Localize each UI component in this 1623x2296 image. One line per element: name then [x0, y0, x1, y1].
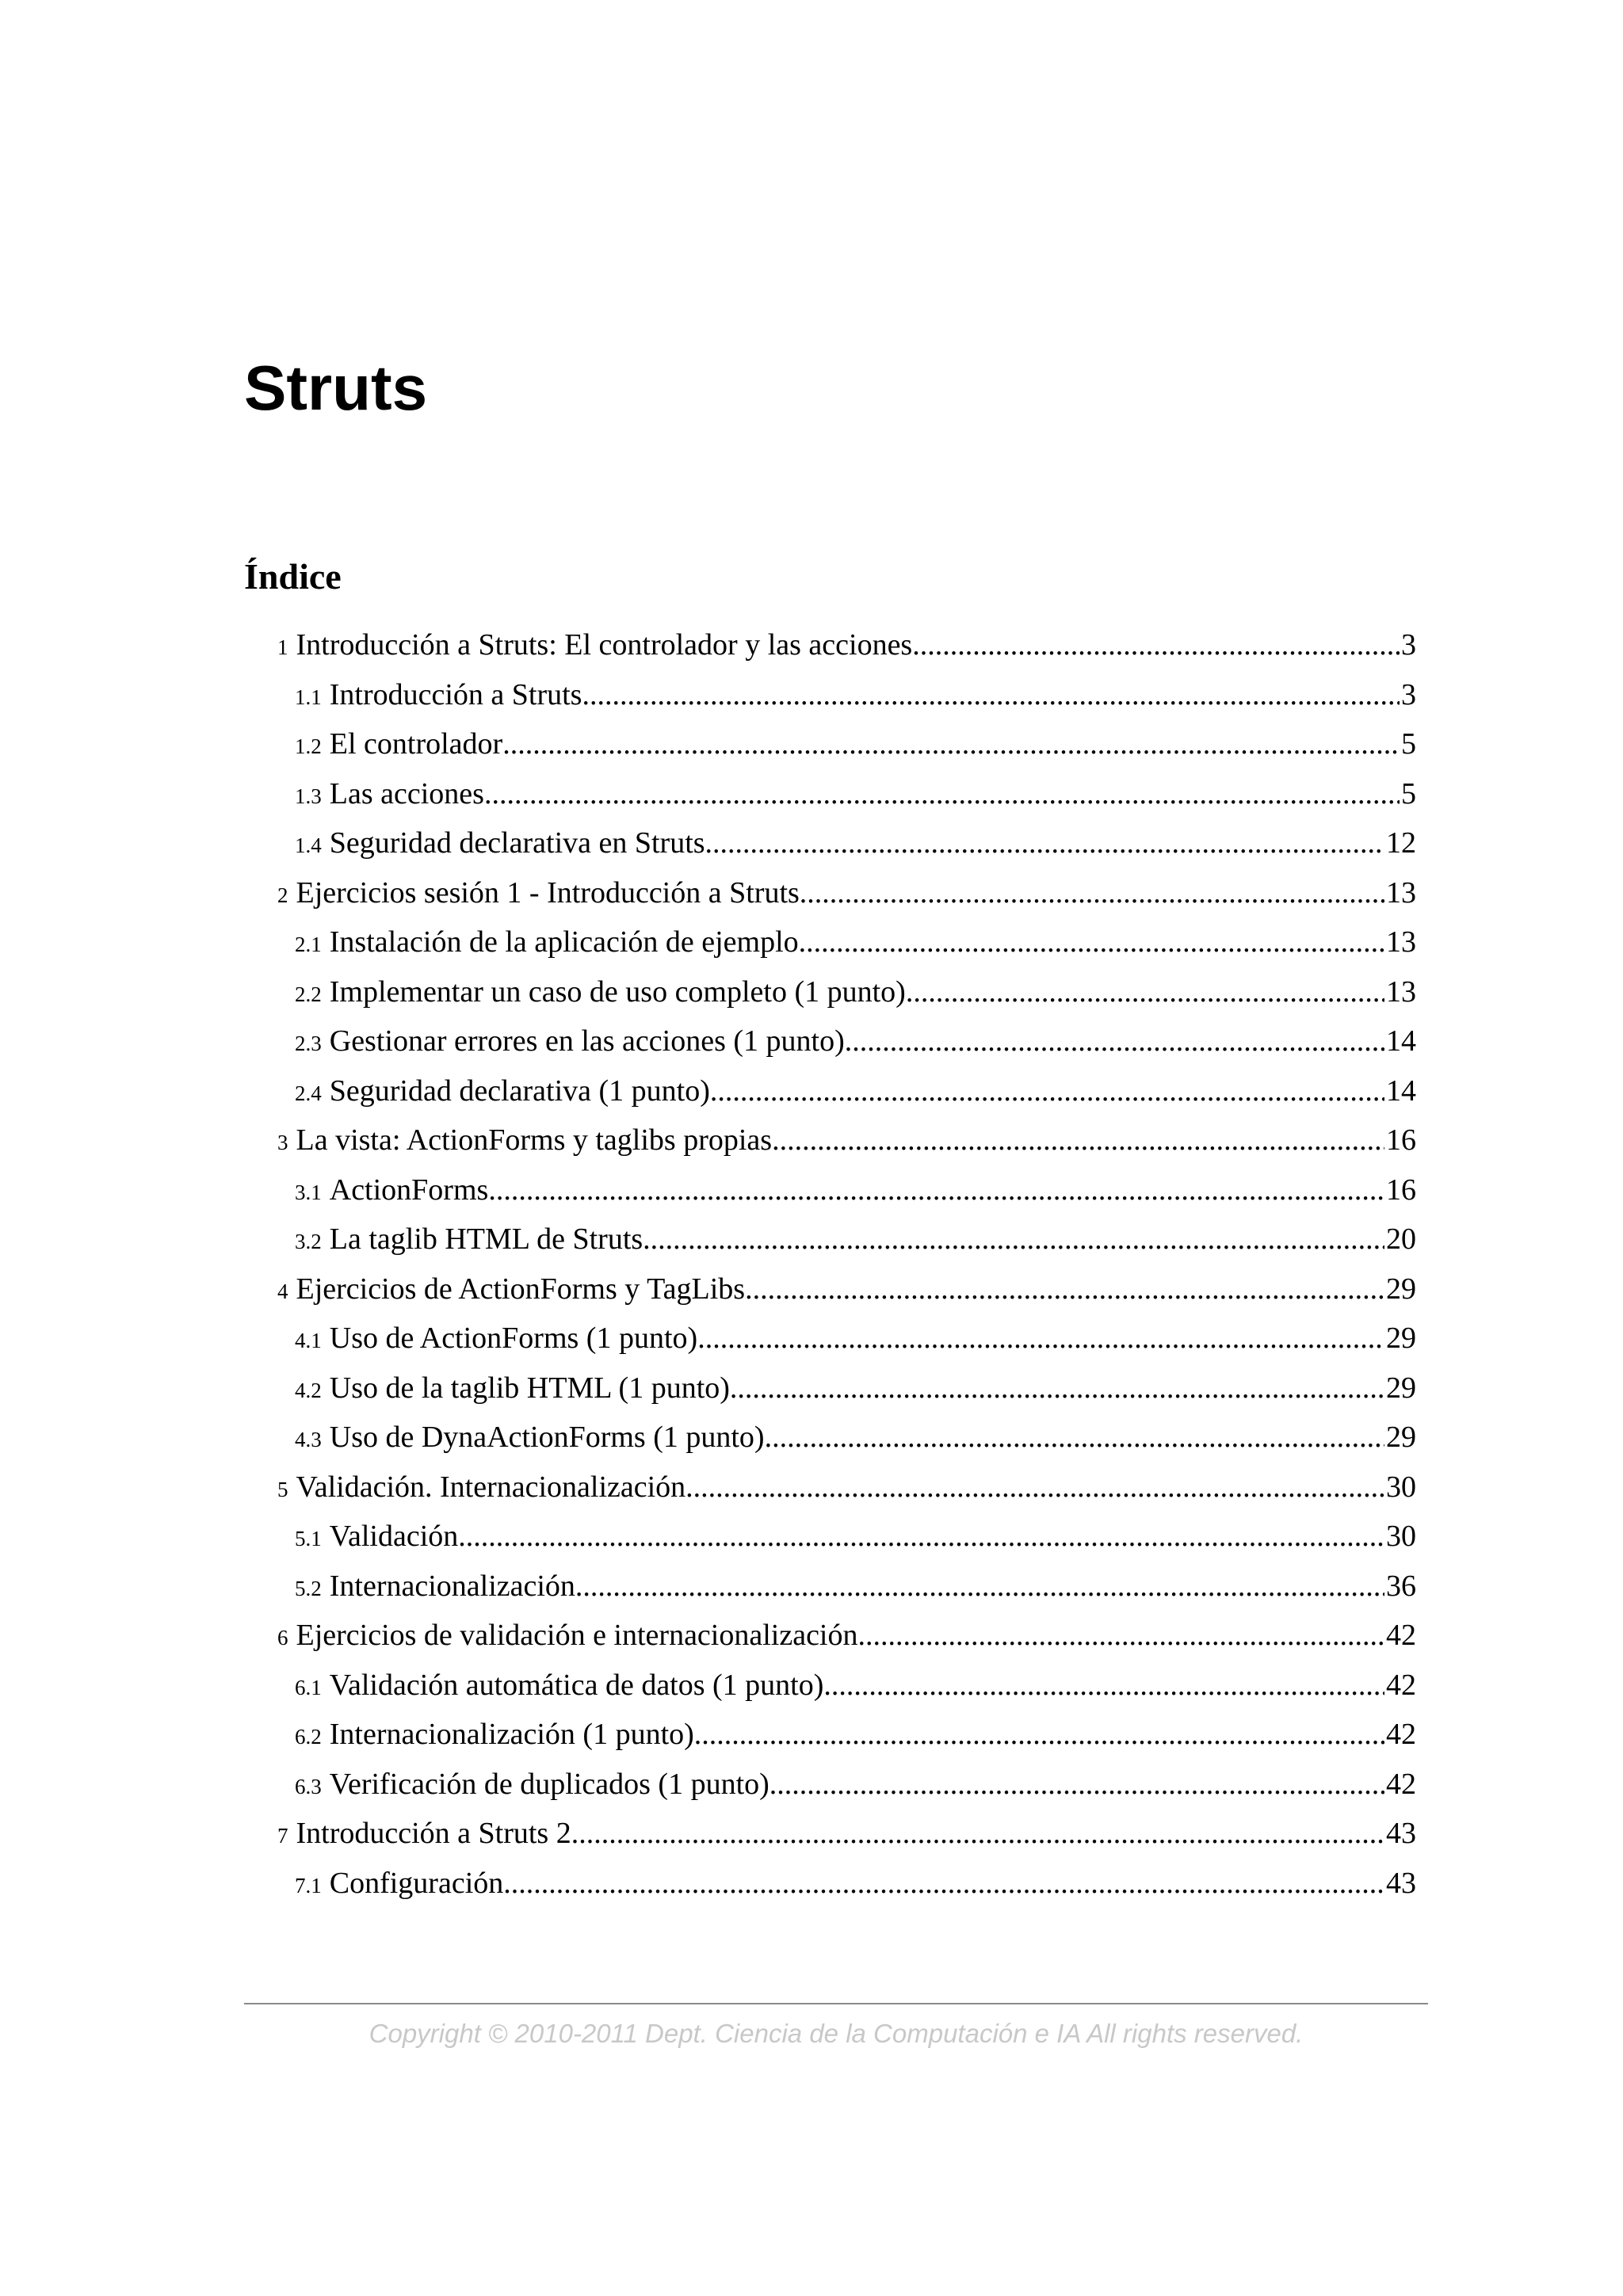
- toc-entry[interactable]: [277, 1066, 1416, 1116]
- toc-dot-leader: [906, 967, 1384, 1016]
- toc-entry-number: 4.1: [295, 1329, 322, 1352]
- toc-dot-leader: [823, 1661, 1384, 1710]
- toc-entry[interactable]: [277, 1264, 1416, 1314]
- toc-entry-number: 2.2: [295, 982, 322, 1006]
- toc-entry-title: Las acciones: [329, 776, 484, 810]
- toc-entry-page-number: 43: [1386, 1866, 1416, 1900]
- toc-entry-title: Introducción a Struts 2: [296, 1817, 571, 1850]
- toc-entry[interactable]: [277, 670, 1416, 720]
- toc-entry-title: La taglib HTML de Struts: [329, 1222, 643, 1256]
- toc-dot-leader: [488, 1165, 1384, 1215]
- table-of-contents: [277, 620, 1416, 1908]
- toc-entry-title: Introducción a Struts: [329, 677, 582, 711]
- toc-entry-number: 7.1: [295, 1873, 322, 1897]
- toc-entry-page-number: 5: [1401, 727, 1416, 761]
- toc-dot-leader: [769, 1760, 1384, 1809]
- toc-entry-title: Validación: [329, 1520, 459, 1553]
- toc-entry-page-number: 13: [1386, 974, 1416, 1009]
- toc-entry-number: 1.1: [295, 685, 322, 709]
- toc-dot-leader: [685, 1463, 1384, 1512]
- toc-entry-number: 6.3: [295, 1774, 322, 1798]
- toc-dot-leader: [800, 868, 1384, 917]
- toc-entry-page-number: 42: [1386, 1668, 1416, 1702]
- toc-entry[interactable]: [277, 1165, 1416, 1215]
- footer-copyright: Copyright © 2010-2011 Dept. Ciencia de la Computación e IA All rights reserved.: [369, 2019, 1304, 2048]
- toc-entry[interactable]: [277, 1413, 1416, 1463]
- toc-entry-number: 1.2: [295, 734, 322, 758]
- toc-entry-number: 3.1: [295, 1180, 322, 1204]
- toc-entry[interactable]: [277, 1215, 1416, 1264]
- toc-entry-number: 2.1: [295, 933, 322, 956]
- toc-entry-title: Ejercicios de ActionForms y TagLibs: [296, 1272, 746, 1306]
- toc-entry[interactable]: [277, 868, 1416, 918]
- toc-entry-page-number: 3: [1401, 677, 1416, 711]
- toc-entry-page-number: 5: [1401, 776, 1416, 810]
- toc-entry-page-number: 30: [1386, 1470, 1416, 1504]
- toc-dot-leader: [697, 1314, 1384, 1363]
- toc-entry[interactable]: [277, 1314, 1416, 1363]
- toc-entry[interactable]: [277, 1512, 1416, 1562]
- toc-entry-title: Instalación de la aplicación de ejemplo: [329, 925, 799, 959]
- toc-entry-title: Uso de la taglib HTML (1 punto): [329, 1371, 730, 1405]
- toc-entry-page-number: 16: [1386, 1173, 1416, 1207]
- toc-entry-page-number: 29: [1386, 1421, 1416, 1454]
- toc-entry-title: Implementar un caso de uso completo (1 punto): [329, 974, 906, 1009]
- toc-entry[interactable]: [277, 1710, 1416, 1760]
- toc-entry-number: 4: [277, 1279, 288, 1303]
- toc-entry[interactable]: [277, 818, 1416, 868]
- toc-entry-page-number: 20: [1386, 1222, 1416, 1256]
- toc-dot-leader: [582, 670, 1400, 719]
- toc-dot-leader: [730, 1363, 1384, 1413]
- toc-dot-leader: [845, 1016, 1384, 1066]
- toc-entry-number: 2: [277, 883, 288, 907]
- toc-dot-leader: [799, 917, 1384, 967]
- toc-dot-leader: [858, 1611, 1385, 1660]
- toc-entry-title: Ejercicios sesión 1 - Introducción a Struts: [296, 875, 800, 910]
- toc-entry[interactable]: [277, 1116, 1416, 1165]
- toc-dot-leader: [772, 1116, 1384, 1165]
- toc-entry-page-number: 30: [1386, 1520, 1416, 1553]
- toc-entry-title: Seguridad declarativa (1 punto): [329, 1074, 710, 1108]
- toc-entry-number: 6: [277, 1626, 288, 1650]
- toc-dot-leader: [765, 1413, 1384, 1462]
- toc-entry[interactable]: [277, 1859, 1416, 1909]
- toc-dot-leader: [458, 1512, 1384, 1561]
- toc-entry-title: Internacionalización (1 punto): [329, 1718, 694, 1751]
- toc-dot-leader: [705, 818, 1384, 868]
- toc-entry[interactable]: [277, 1809, 1416, 1859]
- toc-entry-title: El controlador: [329, 727, 503, 761]
- toc-entry-number: 6.2: [295, 1725, 322, 1749]
- toc-entry[interactable]: [277, 1463, 1416, 1512]
- toc-entry-page-number: 12: [1386, 826, 1416, 860]
- toc-entry-page-number: 43: [1386, 1817, 1416, 1850]
- toc-entry-page-number: 14: [1386, 1074, 1416, 1108]
- toc-entry-title: Ejercicios de validación e internacionalización: [296, 1619, 858, 1652]
- toc-entry-number: 5: [277, 1477, 288, 1501]
- toc-entry[interactable]: [277, 719, 1416, 769]
- toc-entry[interactable]: [277, 1661, 1416, 1711]
- toc-entry[interactable]: [277, 917, 1416, 967]
- toc-entry-number: 1.4: [295, 833, 322, 857]
- toc-entry[interactable]: [277, 769, 1416, 819]
- toc-entry-page-number: 13: [1386, 925, 1416, 959]
- toc-entry-number: 3: [277, 1131, 288, 1154]
- toc-entry-page-number: 16: [1386, 1123, 1416, 1157]
- toc-entry-title: Introducción a Struts: El controlador y las acciones: [296, 628, 913, 662]
- toc-dot-leader: [912, 620, 1400, 669]
- toc-entry-number: 2.3: [295, 1032, 322, 1055]
- toc-entry[interactable]: [277, 1760, 1416, 1810]
- toc-dot-leader: [745, 1264, 1384, 1314]
- toc-entry-page-number: 14: [1386, 1024, 1416, 1058]
- toc-entry-page-number: 13: [1386, 875, 1416, 910]
- toc-entry-number: 6.1: [295, 1675, 322, 1699]
- toc-dot-leader: [643, 1215, 1384, 1264]
- toc-entry-number: 2.4: [295, 1081, 322, 1105]
- toc-entry-number: 1: [277, 635, 288, 659]
- toc-entry[interactable]: [277, 1562, 1416, 1611]
- toc-entry-number: 3.2: [295, 1230, 322, 1253]
- toc-dot-leader: [575, 1562, 1384, 1611]
- toc-dot-leader: [502, 719, 1400, 769]
- toc-entry-number: 5.2: [295, 1576, 322, 1600]
- toc-entry[interactable]: [277, 1363, 1416, 1413]
- toc-heading: Índice: [244, 556, 342, 597]
- toc-entry-page-number: 3: [1401, 628, 1416, 662]
- toc-entry-title: Validación. Internacionalización: [296, 1470, 686, 1504]
- toc-entry-page-number: 42: [1386, 1718, 1416, 1751]
- toc-entry-title: Gestionar errores en las acciones (1 punto): [329, 1024, 845, 1058]
- toc-entry-number: 4.2: [295, 1378, 322, 1402]
- toc-entry-page-number: 29: [1386, 1322, 1416, 1355]
- toc-entry-title: ActionForms: [329, 1173, 489, 1207]
- toc-entry-page-number: 36: [1386, 1569, 1416, 1603]
- toc-entry-title: Seguridad declarativa en Struts: [329, 826, 705, 860]
- toc-entry[interactable]: [277, 1611, 1416, 1661]
- toc-dot-leader: [503, 1859, 1384, 1908]
- toc-entry-page-number: 42: [1386, 1767, 1416, 1801]
- toc-entry-title: Uso de ActionForms (1 punto): [329, 1322, 698, 1355]
- toc-entry-page-number: 42: [1386, 1619, 1416, 1652]
- toc-entry[interactable]: [277, 1016, 1416, 1066]
- toc-entry-page-number: 29: [1386, 1371, 1416, 1405]
- toc-entry-title: La vista: ActionForms y taglibs propias: [296, 1123, 773, 1157]
- toc-dot-leader: [710, 1066, 1384, 1116]
- toc-entry-title: Uso de DynaActionForms (1 punto): [329, 1421, 765, 1454]
- toc-entry-title: Verificación de duplicados (1 punto): [329, 1767, 769, 1801]
- toc-entry[interactable]: [277, 967, 1416, 1017]
- toc-entry-title: Configuración: [329, 1866, 504, 1900]
- document-title: Struts: [244, 353, 428, 423]
- toc-entry-title: Validación automática de datos (1 punto): [329, 1668, 824, 1702]
- toc-entry-number: 1.3: [295, 784, 322, 808]
- toc-entry-number: 4.3: [295, 1428, 322, 1451]
- toc-dot-leader: [694, 1710, 1384, 1759]
- toc-dot-leader: [484, 769, 1400, 818]
- toc-dot-leader: [571, 1809, 1384, 1858]
- toc-entry-number: 5.1: [295, 1527, 322, 1550]
- toc-entry-title: Internacionalización: [329, 1569, 575, 1603]
- toc-entry-page-number: 29: [1386, 1272, 1416, 1306]
- toc-entry-number: 7: [277, 1824, 288, 1848]
- footer-divider: [244, 2003, 1428, 2004]
- toc-entry[interactable]: [277, 620, 1416, 670]
